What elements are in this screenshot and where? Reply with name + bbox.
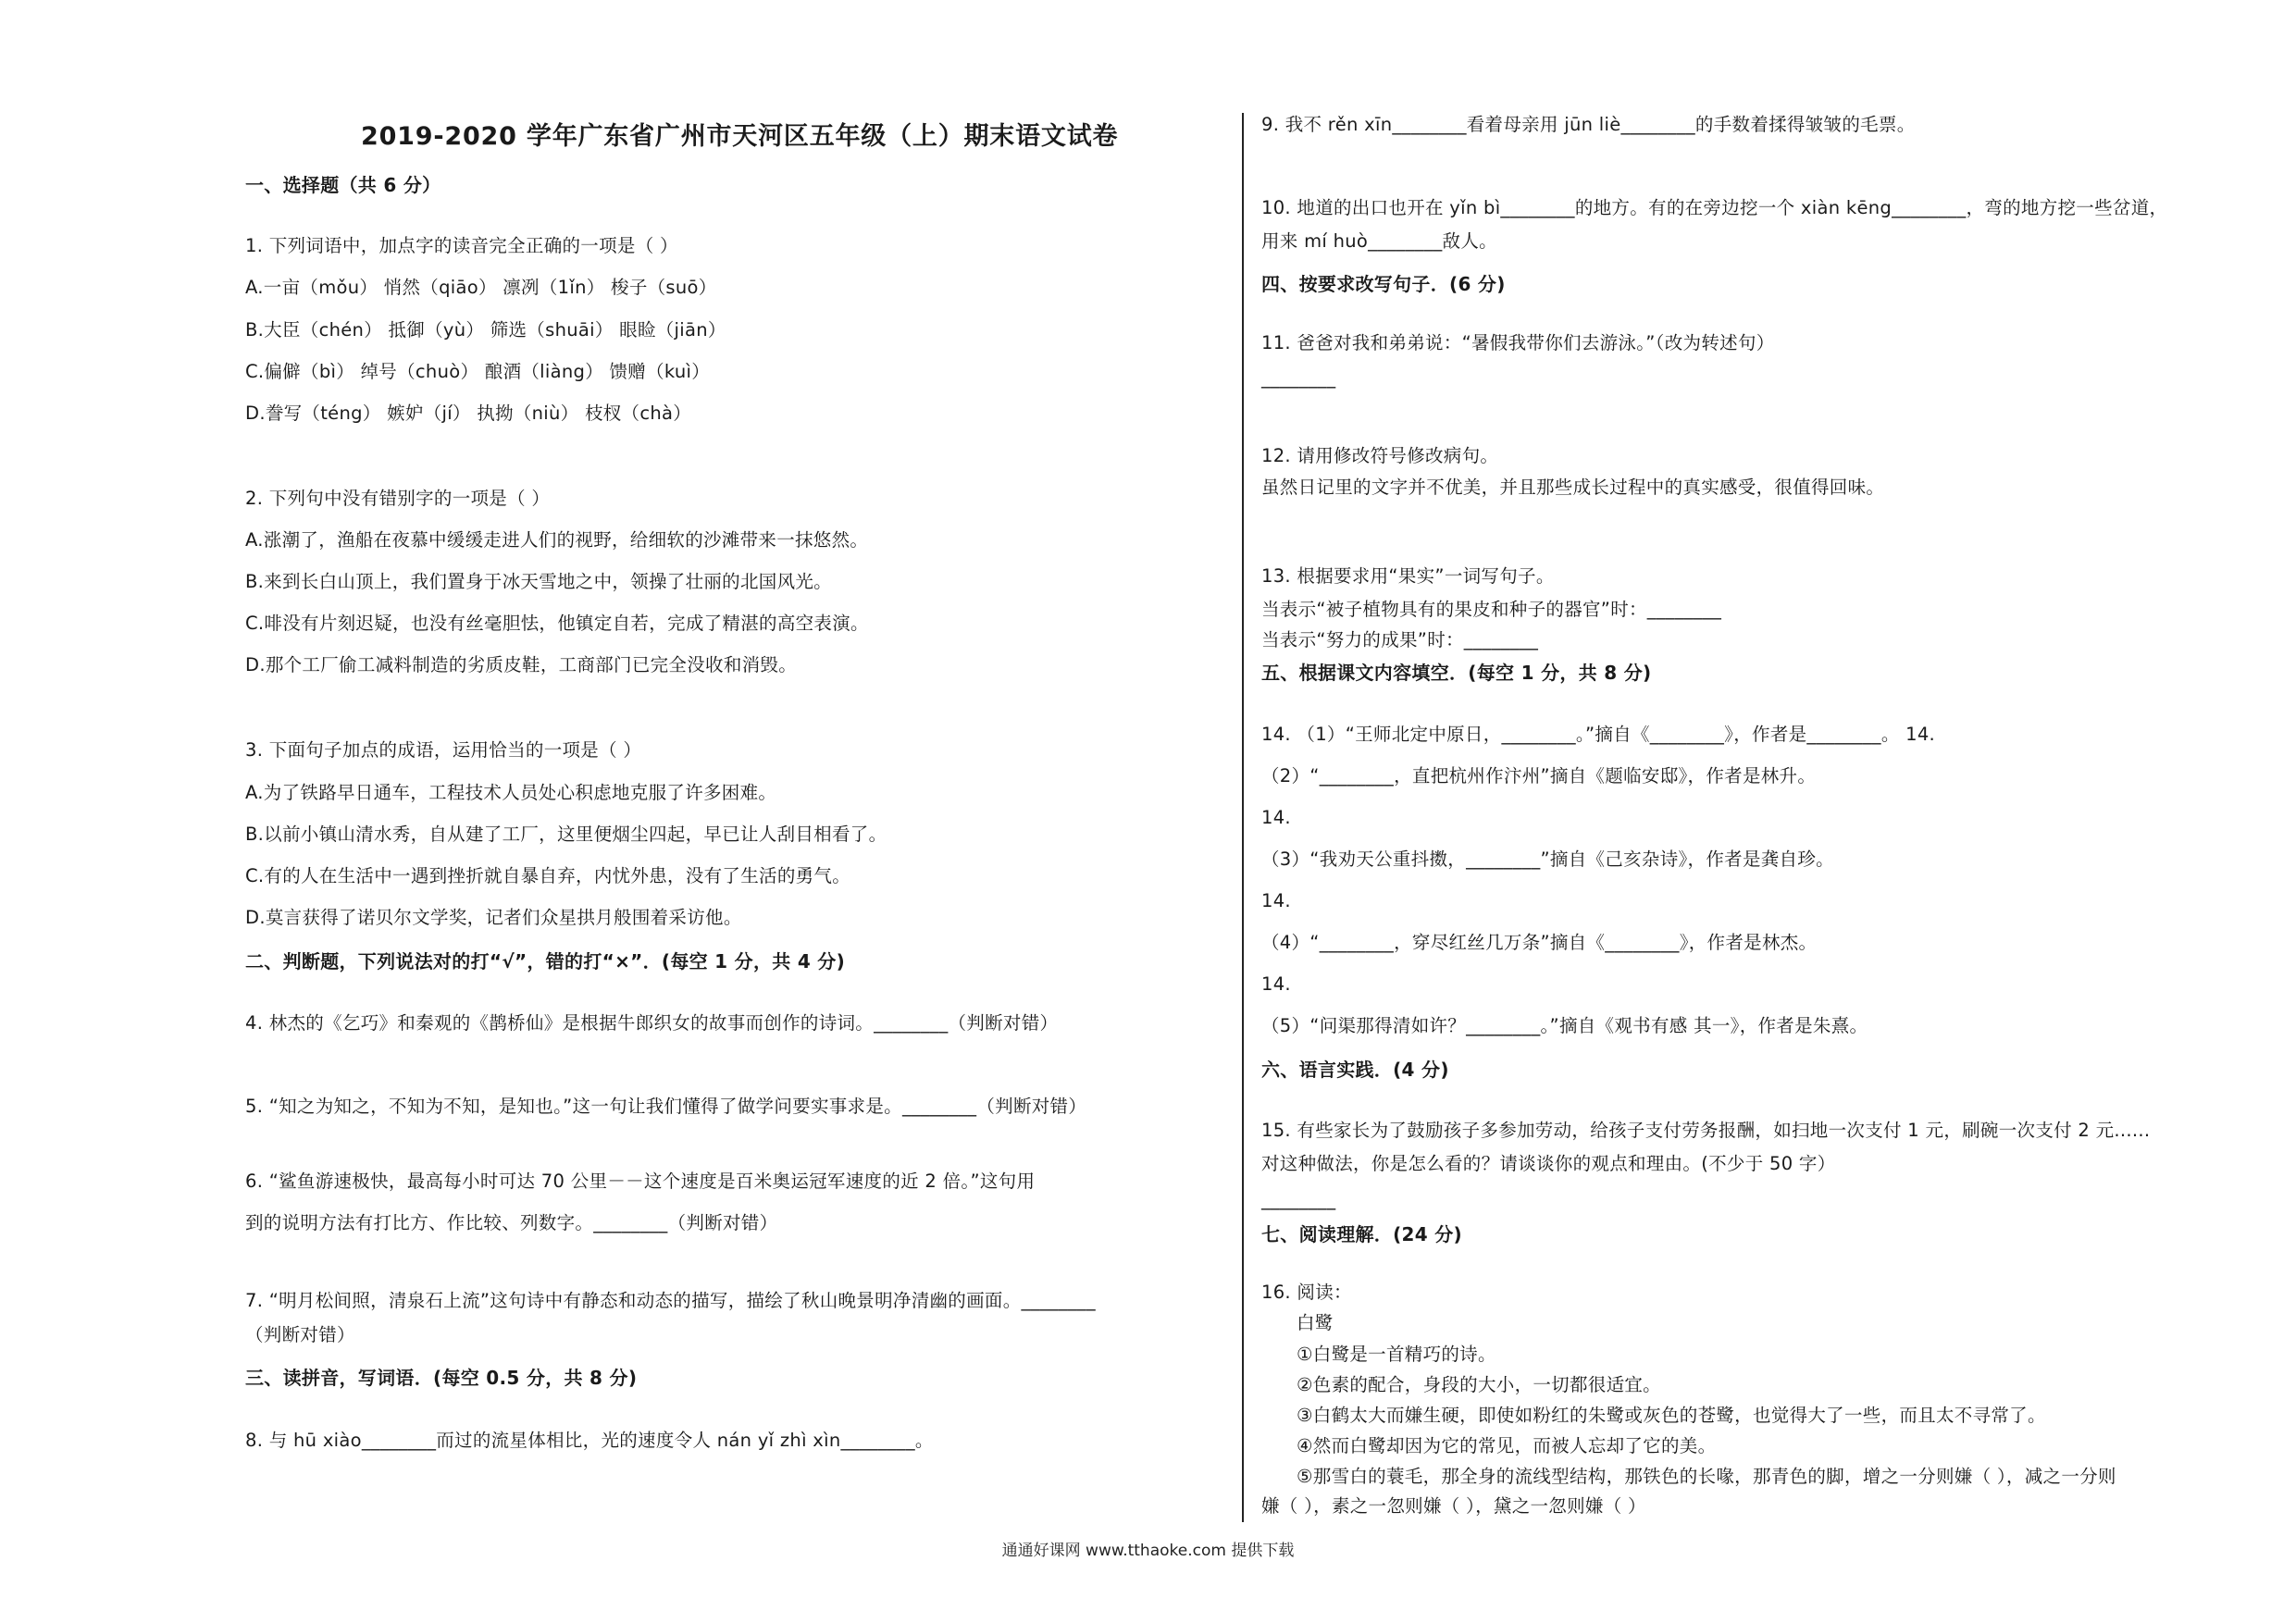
text-line: D.那个工厂偷工减料制造的劣质皮鞋，工商部门已完全没收和消毁。 [245, 654, 798, 675]
text-line: 7. “明月松间照，清泉石上流”这句诗中有静态和动态的描写，描绘了秋山晚景明净清幽的画面。________ [245, 1290, 1096, 1311]
text-line: 3. 下面句子加点的成语，运用恰当的一项是（ ） [245, 739, 642, 761]
text-line: ①白鹭是一首精巧的诗。 [1297, 1344, 1496, 1365]
section-heading: 一、选择题（共 6 分） [245, 174, 441, 196]
text-line: 16. 阅读： [1261, 1282, 1352, 1303]
column-divider [1242, 113, 1244, 1522]
section-heading: 六、语言实践．(4 分) [1261, 1059, 1449, 1081]
section-heading: 四、按要求改写句子．(6 分) [1261, 273, 1506, 295]
text-line: B.以前小镇山清水秀，自从建了工厂，这里便烟尘四起，早已让人刮目相看了。 [245, 824, 887, 845]
page-footer: 通通好课网 www.tthaoke.com 提供下载 [1001, 1542, 1295, 1560]
text-line: 12. 请用修改符号修改病句。 [1261, 445, 1499, 466]
text-line: 用来 mí huò________敌人。 [1261, 230, 1497, 252]
section-heading: 七、阅读理解．(24 分) [1261, 1223, 1462, 1245]
text-line: （5）“问渠那得清如许？________。”摘自《观书有感 其一》，作者是朱熹。 [1261, 1015, 1868, 1036]
text-line: 白鹭 [1297, 1312, 1334, 1333]
text-line: 8. 与 hū xiào________而过的流星体相比，光的速度令人 nán yǐ zhì xìn________。 [245, 1430, 934, 1451]
text-line: A.一亩（mǒu） 悄然（qiāo） 凛冽（1ǐn） 梭子（suō） [245, 277, 717, 298]
text-line: B.大臣（chén） 抵御（yù） 筛选（shuāi） 眼睑（jiān） [245, 319, 726, 341]
text-line: 嫌（ ），素之一忽则嫌（ ），黛之一忽则嫌（ ） [1261, 1495, 1646, 1517]
text-line: （2）“________，直把杭州作汴州”摘自《题临安邸》，作者是林升。 [1261, 765, 1817, 787]
text-line: A.为了铁路早日通车，工程技术人员处心积虑地克服了许多困难。 [245, 782, 777, 803]
text-line: C.偏僻（bì） 绰号（chuò） 酿酒（liàng） 馈赠（kuì） [245, 361, 711, 382]
text-line: ________ [1261, 367, 1336, 389]
text-line: ④然而白鹭却因为它的常见，而被人忘却了它的美。 [1297, 1435, 1717, 1456]
text-line: 到的说明方法有打比方、作比较、列数字。________（判断对错） [245, 1212, 778, 1233]
section-heading: 二、判断题，下列说法对的打“√”，错的打“×”．(每空 1 分，共 4 分) [245, 950, 846, 973]
page-title: 2019-2020 学年广东省广州市天河区五年级（上）期末语文试卷 [361, 122, 1119, 151]
text-line: C.有的人在生活中一遇到挫折就自暴自弃，内忧外患，没有了生活的勇气。 [245, 865, 851, 886]
text-line: ________ [1261, 1189, 1336, 1210]
text-line: （4）“________，穿尽红丝几万条”摘自《________》，作者是林杰。 [1261, 932, 1818, 953]
text-line: A.涨潮了，渔船在夜慕中缓缓走进人们的视野，给细软的沙滩带来一抹悠然。 [245, 529, 869, 551]
section-heading: 三、读拼音，写词语．(每空 0.5 分，共 8 分) [245, 1367, 638, 1389]
text-line: C.啡没有片刻迟疑，也没有丝毫胆怯，他镇定自若，完成了精湛的高空表演。 [245, 613, 869, 634]
text-line: ②色素的配合，身段的大小，一切都很适宜。 [1297, 1374, 1661, 1395]
text-line: 1. 下列词语中，加点字的读音完全正确的一项是（ ） [245, 235, 678, 256]
text-line: ⑤那雪白的蓑毛，那全身的流线型结构，那铁色的长喙，那青色的脚，增之一分则嫌（ ），减之一分则 [1297, 1466, 2116, 1487]
text-line: 14. [1261, 807, 1291, 828]
text-line: 5. “知之为知之，不知为不知，是知也。”这一句让我们懂得了做学问要实事求是。________（判断对错） [245, 1096, 1087, 1117]
text-line: 14. [1261, 973, 1291, 995]
text-line: 4. 林杰的《乞巧》和秦观的《鹊桥仙》是根据牛郎织女的故事而创作的诗词。________（判断对错） [245, 1012, 1059, 1034]
text-line: （判断对错） [245, 1324, 355, 1345]
text-line: 虽然日记里的文字并不优美，并且那些成长过程中的真实感受，很值得回味。 [1261, 477, 1885, 498]
text-line: 13. 根据要求用“果实”一词写句子。 [1261, 565, 1555, 587]
text-line: 当表示“被子植物具有的果皮和种子的器官”时：________ [1261, 599, 1722, 620]
text-line: 当表示“努力的成果”时：________ [1261, 629, 1539, 650]
section-heading: 五、根据课文内容填空．(每空 1 分，共 8 分) [1261, 662, 1652, 684]
text-line: ③白鹤太大而嫌生硬，即使如粉红的朱鹭或灰色的苍鹭，也觉得大了一些，而且太不寻常了。 [1297, 1405, 2046, 1426]
text-line: B.来到长白山顶上，我们置身于冰天雪地之中，领操了壮丽的北国风光。 [245, 571, 832, 592]
text-line: 9. 我不 rěn xīn________看着母亲用 jūn liè________的手数着揉得皱皱的毛票。 [1261, 114, 1916, 135]
text-line: （3）“我劝天公重抖擞，________”摘自《己亥杂诗》，作者是龚自珍。 [1261, 849, 1834, 870]
text-line: 6. “鲨鱼游速极快，最高每小时可达 70 公里－－这个速度是百米奥运冠军速度的近 2 倍。”这句用 [245, 1171, 1036, 1192]
text-line: 11. 爸爸对我和弟弟说：“暑假我带你们去游泳。”（改为转述句） [1261, 332, 1775, 353]
text-line: D.莫言获得了诺贝尔文学奖，记者们众星拱月般围着采访他。 [245, 907, 742, 928]
text-line: D.誊写（téng） 嫉妒（jí） 执拗（niù） 枝杈（chà） [245, 403, 692, 424]
text-line: 15. 有些家长为了鼓励孩子多参加劳动，给孩子支付劳务报酬，如扫地一次支付 1 元，刷碗一次支付 2 元...... [1261, 1120, 2151, 1141]
text-line: 10. 地道的出口也开在 yǐn bì________的地方。有的在旁边挖一个 xiàn kēng________，弯的地方挖一些岔道， [1261, 197, 2168, 218]
text-line: 2. 下列句中没有错别字的一项是（ ） [245, 488, 551, 509]
text-line: 对这种做法，你是怎么看的？请谈谈你的观点和理由。(不少于 50 字） [1261, 1153, 1836, 1174]
text-line: 14. [1261, 890, 1291, 911]
text-line: 14. （1）“王师北定中原日，________。”摘自《________》，作者是________。 14. [1261, 724, 1936, 745]
